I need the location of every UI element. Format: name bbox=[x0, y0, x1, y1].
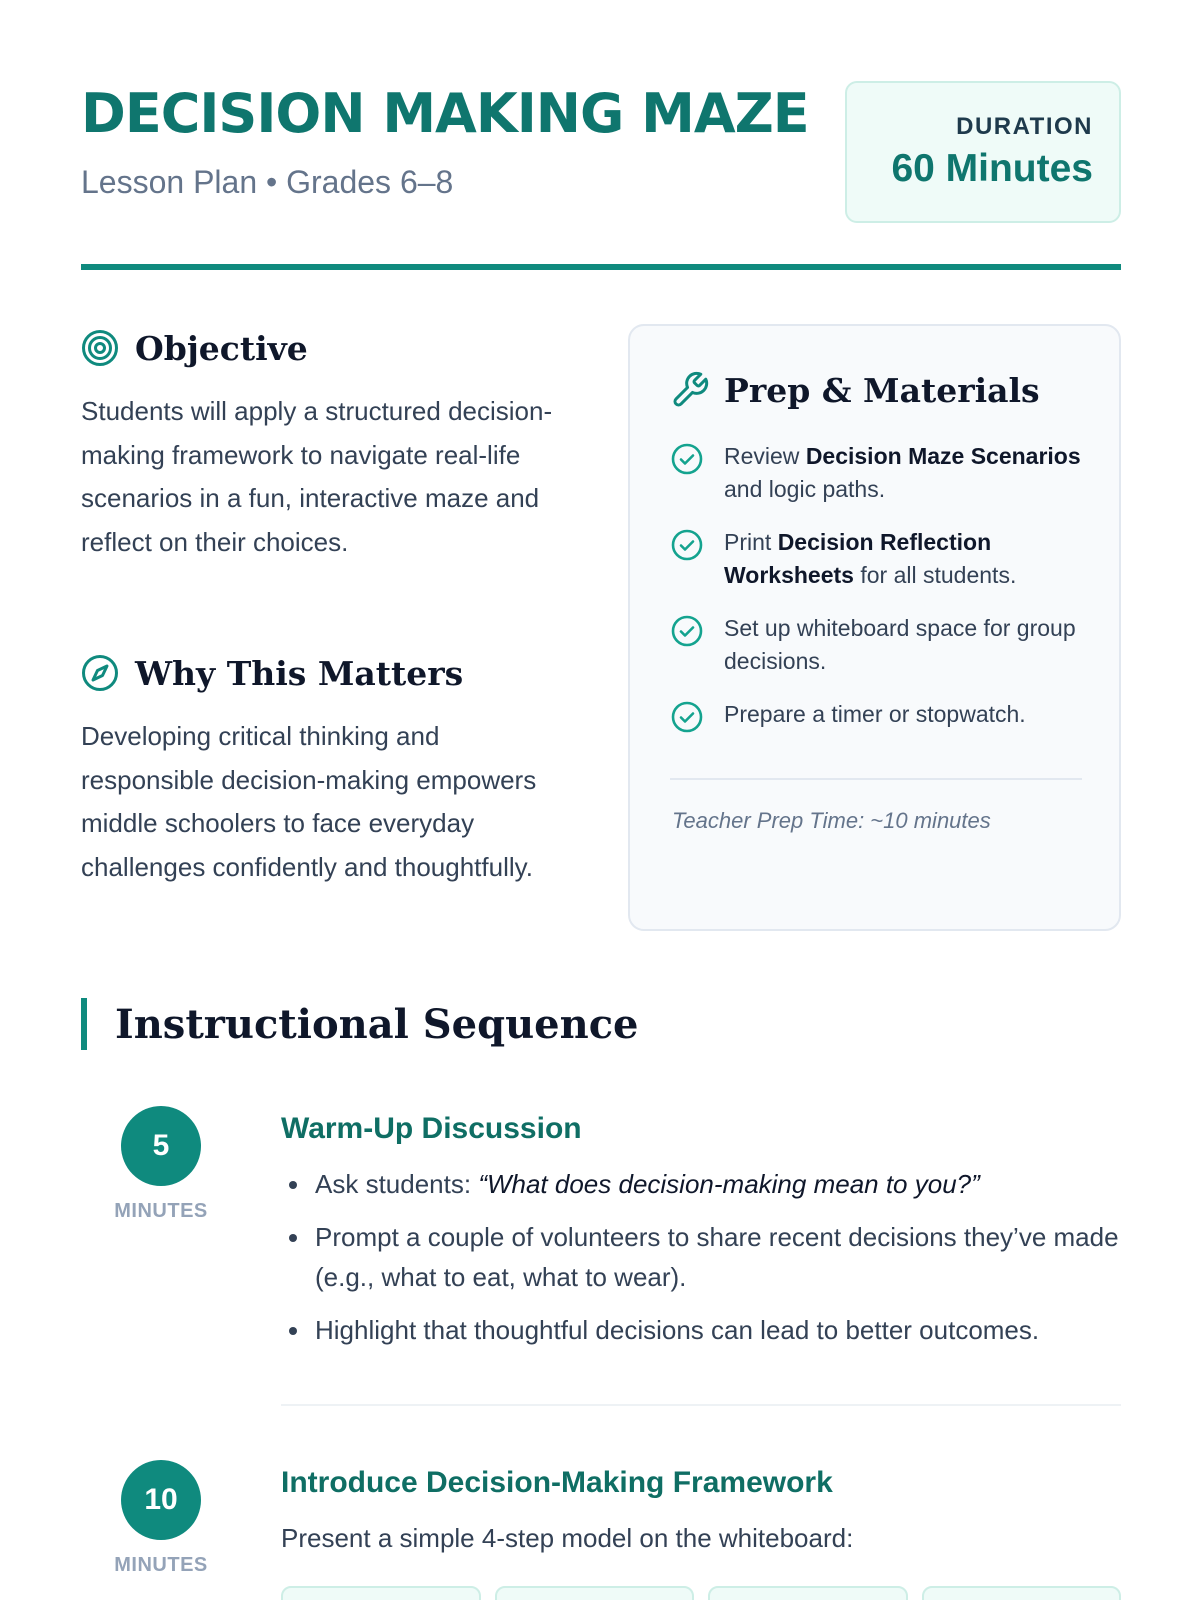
objective-text: Students will apply a structured decision-making framework to navigate real-life scenarios in a fun, interactive maze and reflect on their choices. bbox=[81, 396, 553, 557]
step-divider bbox=[281, 1404, 1121, 1406]
left-column bbox=[81, 320, 561, 882]
prep-item-emphasis: Decision Reflection Worksheets bbox=[724, 529, 992, 588]
check-circle-icon bbox=[670, 700, 704, 734]
step-minutes-badge: 5 bbox=[121, 1106, 201, 1186]
check-circle-icon bbox=[670, 614, 704, 648]
framework-step-card bbox=[922, 1586, 1122, 1600]
step-body bbox=[281, 1460, 1121, 1558]
step-minutes-unit: MINUTES bbox=[114, 1554, 208, 1576]
sequence-title: Instructional Sequence bbox=[115, 1000, 639, 1048]
prep-item-text bbox=[724, 612, 1090, 678]
step-bullet bbox=[281, 1310, 1121, 1350]
step-bullet-text: Ask students: bbox=[315, 1169, 479, 1199]
framework-step-card bbox=[281, 1586, 481, 1600]
header-divider bbox=[81, 264, 1121, 270]
framework-step-card bbox=[495, 1586, 695, 1600]
why-title: Why This Matters bbox=[135, 653, 464, 693]
step-title: Introduce Decision-Making Framework bbox=[281, 1466, 833, 1499]
page-title: DECISION MAKING MAZE bbox=[81, 82, 809, 145]
prep-item-text bbox=[724, 526, 1090, 592]
prep-item-text-part: Prepare a timer or stopwatch. bbox=[724, 701, 1026, 727]
step-minutes-badge: 10 bbox=[121, 1460, 201, 1540]
step-bullet bbox=[281, 1164, 1121, 1204]
step-bullet bbox=[281, 1217, 1121, 1297]
prep-divider bbox=[670, 778, 1082, 780]
objective-heading bbox=[81, 320, 561, 376]
prep-checklist-item bbox=[670, 698, 1090, 734]
prep-checklist-item bbox=[670, 440, 1090, 506]
target-icon bbox=[81, 329, 119, 367]
sequence-accent-bar bbox=[81, 998, 87, 1050]
prep-materials-card bbox=[628, 324, 1121, 931]
sequence-step bbox=[81, 1106, 1121, 1406]
prep-item-text bbox=[724, 440, 1090, 506]
step-minutes-unit: MINUTES bbox=[114, 1200, 208, 1222]
why-section bbox=[81, 645, 561, 889]
step-bullet-text: Prompt a couple of volunteers to share recent decisions they’ve made (e.g., what to eat, what to wear). bbox=[315, 1222, 1119, 1292]
prep-heading bbox=[670, 370, 1040, 410]
duration-value: 60 Minutes bbox=[891, 147, 1093, 190]
prep-item-text bbox=[724, 698, 1026, 731]
prep-checklist-item bbox=[670, 612, 1090, 678]
prep-item-text-part: Print bbox=[724, 529, 778, 555]
prep-item-text-part: Review bbox=[724, 443, 806, 469]
prep-item-text-part: Set up whiteboard space for group decisions. bbox=[724, 615, 1076, 674]
page-header bbox=[81, 80, 1121, 272]
prep-checklist bbox=[670, 440, 1090, 754]
step-title: Warm-Up Discussion bbox=[281, 1112, 582, 1145]
compass-icon bbox=[81, 654, 119, 692]
why-heading bbox=[81, 645, 561, 701]
sequence-step bbox=[81, 1460, 1121, 1600]
prep-time-note: Teacher Prep Time: ~10 minutes bbox=[672, 808, 991, 833]
framework-steps-row bbox=[281, 1586, 1121, 1600]
prep-checklist-item bbox=[670, 526, 1090, 592]
check-circle-icon bbox=[670, 528, 704, 562]
step-bullet-quote: “What does decision-making mean to you?” bbox=[478, 1169, 980, 1199]
why-text: Developing critical thinking and responsible decision-making empowers middle schoolers to face everyday challenges confidently and thoughtfully. bbox=[81, 721, 537, 882]
wrench-icon bbox=[670, 370, 710, 410]
prep-item-emphasis: Decision Maze Scenarios bbox=[805, 443, 1081, 469]
duration-box bbox=[845, 81, 1121, 223]
page-subtitle: Lesson Plan • Grades 6–8 bbox=[81, 164, 454, 200]
step-bullets bbox=[281, 1164, 1121, 1350]
step-body bbox=[281, 1106, 1121, 1363]
prep-item-text-part: and logic paths. bbox=[724, 476, 886, 502]
framework-step-card bbox=[708, 1586, 908, 1600]
objective-title: Objective bbox=[135, 328, 308, 368]
duration-label: DURATION bbox=[956, 113, 1093, 140]
sequence-heading bbox=[81, 998, 639, 1050]
check-circle-icon bbox=[670, 442, 704, 476]
step-text: Present a simple 4-step model on the whiteboard: bbox=[281, 1523, 854, 1553]
step-bullet-text: Highlight that thoughtful decisions can lead to better outcomes. bbox=[315, 1315, 1040, 1345]
prep-item-text-part: for all students. bbox=[853, 562, 1017, 588]
prep-title: Prep & Materials bbox=[724, 370, 1040, 410]
objective-section bbox=[81, 320, 561, 564]
